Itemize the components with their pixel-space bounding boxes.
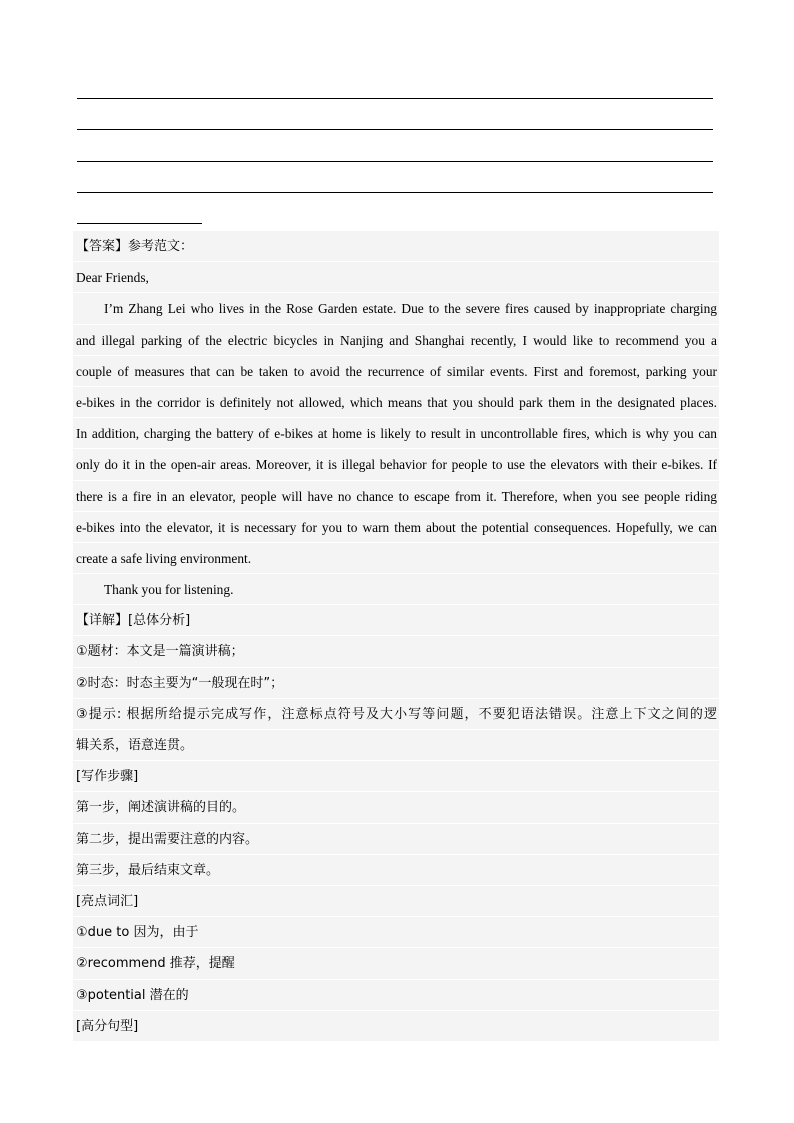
essay-line: In addition, charging the battery of e-bikes at home is likely to result in uncontrollable fires, which is why you can [73,418,719,449]
writing-line-1 [77,98,713,99]
essay-line: there is a fire in an elevator, people will have no chance to escape from it. Therefore, when you see people riding [73,481,719,512]
closing: Thank you for listening. [73,574,719,605]
step-item: 第二步，提出需要注意的内容。 [73,824,719,855]
steps-header: [写作步骤] [73,761,719,792]
essay-line: e-bikes into the elevator, it is necessary for you to warn them about the potential consequences. Hopefully, we can [73,512,719,543]
detail-header: 【详解】[总体分析] [73,605,719,636]
sentence-header: [高分句型] [73,1011,719,1042]
answer-block [73,231,719,1042]
essay-line: couple of measures that can be taken to avoid the recurrence of similar events. First and foremost, parking your [73,356,719,387]
step-item: 第三步，最后结束文章。 [73,855,719,886]
vocab-item: ①due to 因为，由于 [73,917,719,948]
answer-header: 【答案】参考范文： [73,231,719,262]
vocab-item: ③potential 潜在的 [73,980,719,1011]
writing-line-short [77,223,202,224]
vocab-item: ②recommend 推荐，提醒 [73,948,719,979]
vocab-header: [亮点词汇] [73,886,719,917]
writing-line-2 [77,129,713,130]
analysis-tip: ③提示: 根据所给提示完成写作，注意标点符号及大小写等问题，不要犯语法错误。注意上下文之间的逻 [73,699,719,730]
essay-line: and illegal parking of the electric bicycles in Nanjing and Shanghai recently, I would like to recommend you a [73,325,719,356]
analysis-tip-cont: 辑关系，语意连贯。 [73,730,719,761]
essay-line: only do it in the open-air areas. Moreover, it is illegal behavior for people to use the elevators with their e-bikes. If [73,449,719,480]
essay-line: I’m Zhang Lei who lives in the Rose Garden estate. Due to the severe fires caused by inappropriate charging [73,293,719,324]
analysis-tense: ②时态：时态主要为“一般现在时”； [73,668,719,699]
salutation: Dear Friends, [73,262,719,293]
writing-line-4 [77,192,713,193]
analysis-topic: ①题材：本文是一篇演讲稿； [73,636,719,667]
essay-line: e-bikes in the corridor is definitely not allowed, which means that you should park them in the designated places. [73,387,719,418]
essay-line: create a safe living environment. [73,543,719,574]
writing-line-3 [77,161,713,162]
step-item: 第一步，阐述演讲稿的目的。 [73,792,719,823]
